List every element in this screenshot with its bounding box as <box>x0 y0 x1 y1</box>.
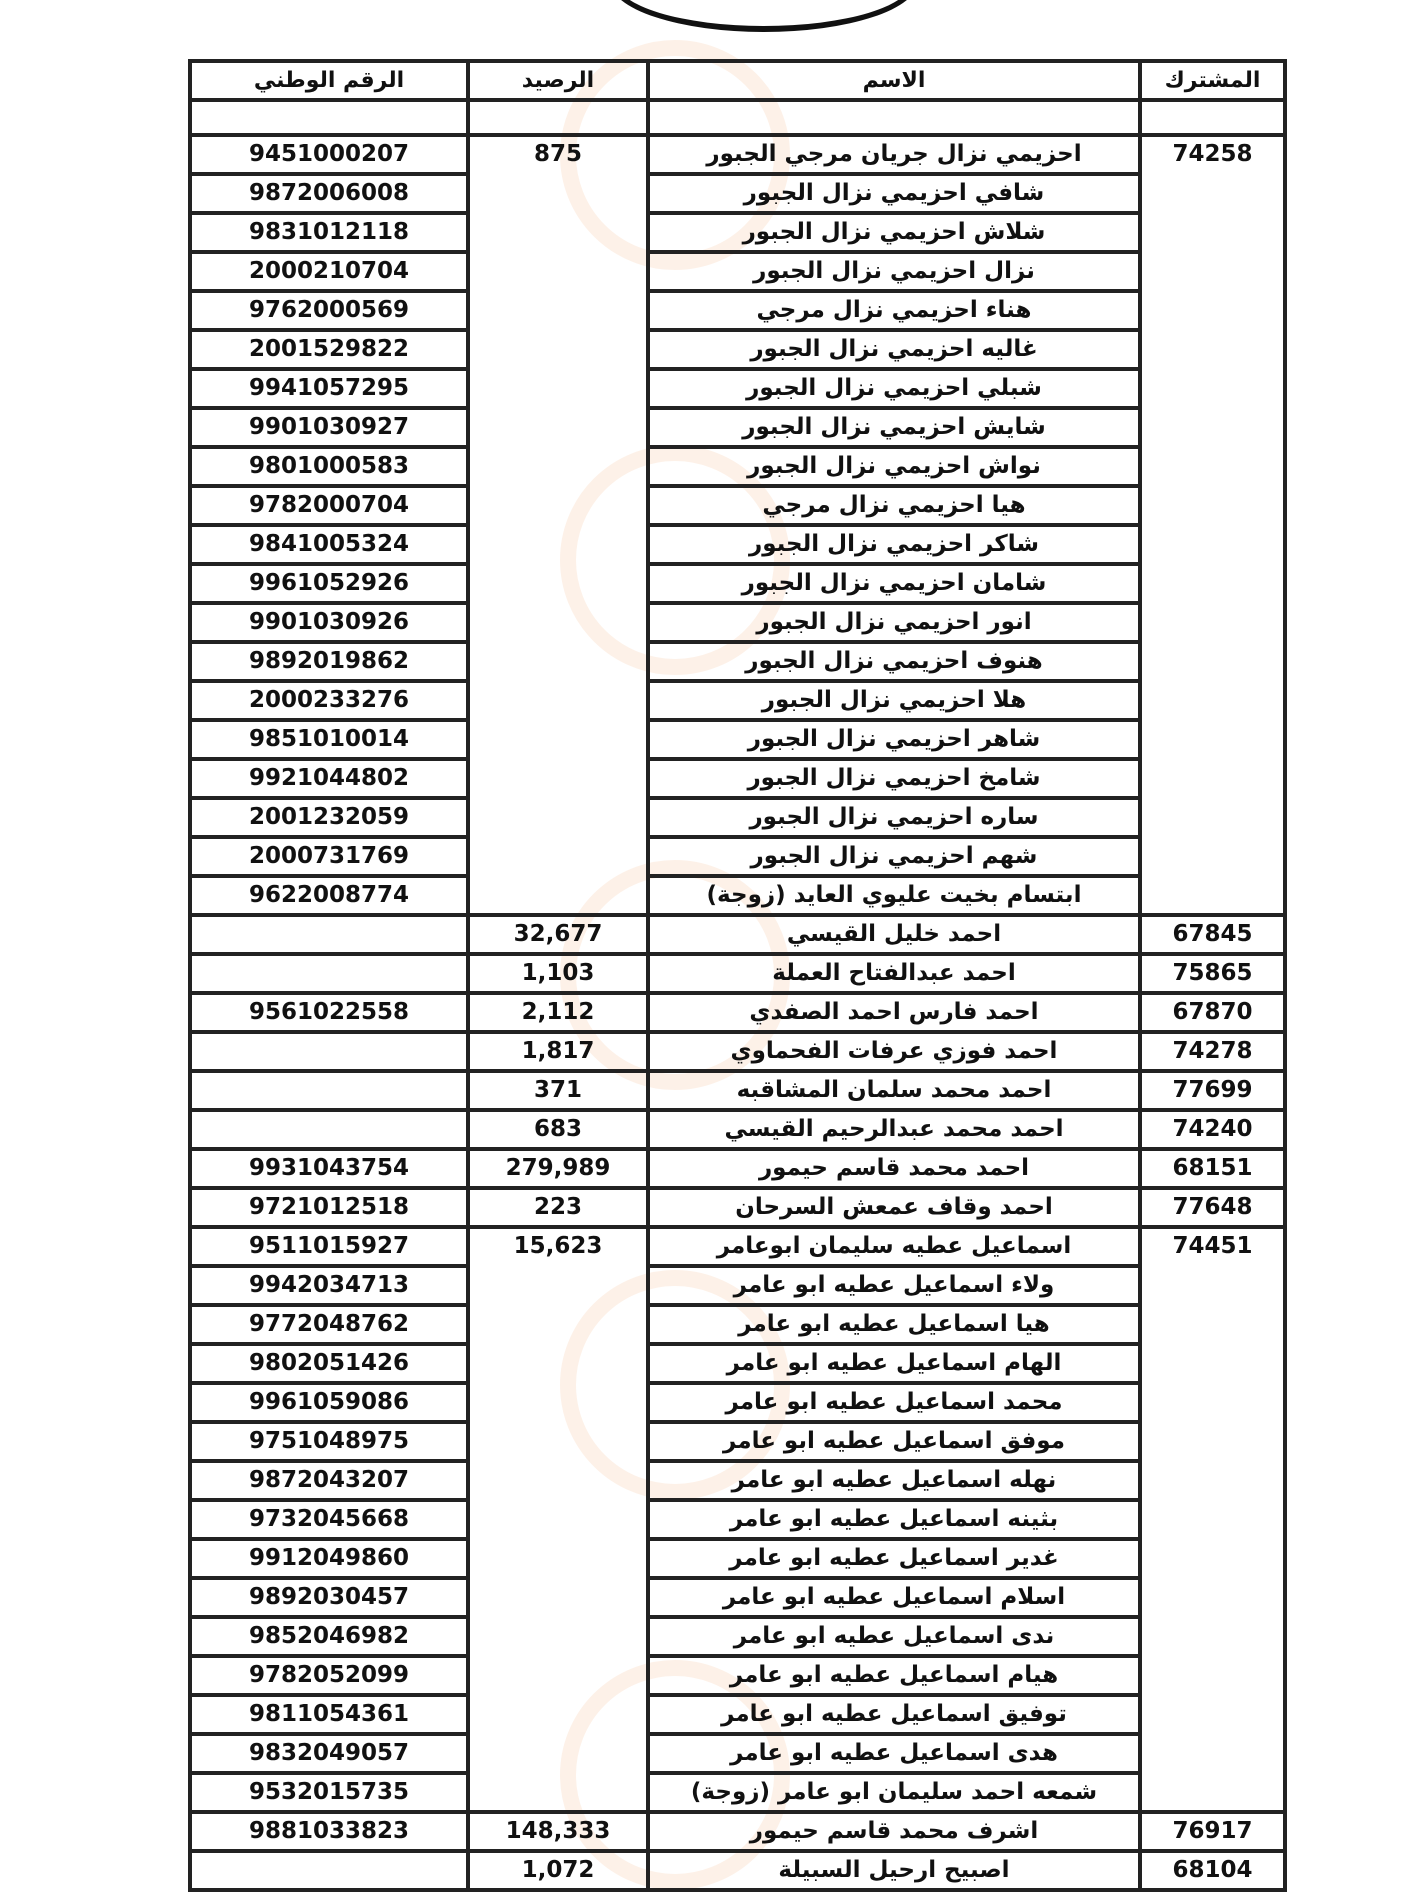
name-cell: شلاش احزيمي نزال الجبور <box>648 213 1140 252</box>
table-row <box>190 369 1285 408</box>
name-cell: احمد محمد قاسم حيمور <box>648 1149 1140 1188</box>
table-row <box>190 1383 1285 1422</box>
name-cell: شايش احزيمي نزال الجبور <box>648 408 1140 447</box>
table-row <box>190 954 1285 993</box>
subscriber-cell: 67870 <box>1140 993 1285 1032</box>
name-cell: اشرف محمد قاسم حيمور <box>648 1812 1140 1851</box>
name-cell: شمعه احمد سليمان ابو عامر (زوجة) <box>648 1773 1140 1812</box>
national-id-cell: 2001529822 <box>190 330 468 369</box>
national-id-cell <box>190 954 468 993</box>
header-oval-shape <box>610 0 918 32</box>
table-row <box>190 135 1285 174</box>
national-id-cell: 9782000704 <box>190 486 468 525</box>
name-cell: الهام اسماعيل عطيه ابو عامر <box>648 1344 1140 1383</box>
balance-cell: 32,677 <box>468 915 648 954</box>
table-row <box>190 447 1285 486</box>
national-id-cell: 9892030457 <box>190 1578 468 1617</box>
name-cell: هدى اسماعيل عطيه ابو عامر <box>648 1734 1140 1773</box>
table-row <box>190 486 1285 525</box>
table-row <box>190 1851 1285 1890</box>
national-id-cell: 9762000569 <box>190 291 468 330</box>
table-row <box>190 291 1285 330</box>
name-cell: هيا اسماعيل عطيه ابو عامر <box>648 1305 1140 1344</box>
table-row <box>190 720 1285 759</box>
name-cell: موفق اسماعيل عطيه ابو عامر <box>648 1422 1140 1461</box>
national-id-cell: 9901030926 <box>190 603 468 642</box>
national-id-cell: 9772048762 <box>190 1305 468 1344</box>
national-id-cell: 9931043754 <box>190 1149 468 1188</box>
table-row <box>190 1539 1285 1578</box>
table-row <box>190 1695 1285 1734</box>
subscriber-cell: 77699 <box>1140 1071 1285 1110</box>
national-id-cell: 9802051426 <box>190 1344 468 1383</box>
national-id-cell: 9881033823 <box>190 1812 468 1851</box>
balance-cell: 279,989 <box>468 1149 648 1188</box>
national-id-cell <box>190 915 468 954</box>
name-cell: هيام اسماعيل عطيه ابو عامر <box>648 1656 1140 1695</box>
table-row <box>190 1032 1285 1071</box>
table-row <box>190 252 1285 291</box>
table-row <box>190 330 1285 369</box>
balance-cell: 1,103 <box>468 954 648 993</box>
subscriber-cell: 67845 <box>1140 915 1285 954</box>
name-cell: شهم احزيمي نزال الجبور <box>648 837 1140 876</box>
national-id-cell: 9872006008 <box>190 174 468 213</box>
subscriber-cell: 76917 <box>1140 1812 1285 1851</box>
national-id-cell: 9782052099 <box>190 1656 468 1695</box>
national-id-cell: 9912049860 <box>190 1539 468 1578</box>
name-cell: احمد وقاف عمعش السرحان <box>648 1188 1140 1227</box>
table-row <box>190 1734 1285 1773</box>
table-row <box>190 213 1285 252</box>
balance-cell: 1,072 <box>468 1851 648 1890</box>
table-row <box>190 174 1285 213</box>
national-id-cell: 9511015927 <box>190 1227 468 1266</box>
national-id-cell: 9892019862 <box>190 642 468 681</box>
national-id-cell: 9622008774 <box>190 876 468 915</box>
table-row <box>190 1071 1285 1110</box>
table-row <box>190 1266 1285 1305</box>
name-cell: محمد اسماعيل عطيه ابو عامر <box>648 1383 1140 1422</box>
name-cell: اصبيح ارحيل السبيلة <box>648 1851 1140 1890</box>
table-row <box>190 1578 1285 1617</box>
national-id-cell: 9901030927 <box>190 408 468 447</box>
name-cell: غدير اسماعيل عطيه ابو عامر <box>648 1539 1140 1578</box>
name-cell: هناء احزيمي نزال مرجي <box>648 291 1140 330</box>
name-cell: غاليه احزيمي نزال الجبور <box>648 330 1140 369</box>
name-cell: احمد عبدالفتاح العملة <box>648 954 1140 993</box>
national-id-cell: 9532015735 <box>190 1773 468 1812</box>
table-row <box>190 1149 1285 1188</box>
national-id-cell: 9852046982 <box>190 1617 468 1656</box>
name-cell: احمد محمد سلمان المشاقبه <box>648 1071 1140 1110</box>
name-cell: احمد خليل القيسي <box>648 915 1140 954</box>
subscriber-cell: 74240 <box>1140 1110 1285 1149</box>
table-row <box>190 1344 1285 1383</box>
balance-cell: 875 <box>468 135 648 915</box>
balance-cell: 15,623 <box>468 1227 648 1812</box>
table-row <box>190 564 1285 603</box>
table-row <box>190 1227 1285 1266</box>
national-id-cell <box>190 1851 468 1890</box>
table-row <box>190 1461 1285 1500</box>
national-id-cell <box>190 1071 468 1110</box>
national-id-cell: 2000210704 <box>190 252 468 291</box>
table-row <box>190 1500 1285 1539</box>
register-body <box>190 100 1285 1890</box>
national-id-cell: 9751048975 <box>190 1422 468 1461</box>
table-row <box>190 876 1285 915</box>
table-row <box>190 1188 1285 1227</box>
name-cell: اسماعيل عطيه سليمان ابوعامر <box>648 1227 1140 1266</box>
national-id-cell: 2000233276 <box>190 681 468 720</box>
name-cell: نزال احزيمي نزال الجبور <box>648 252 1140 291</box>
national-id-cell <box>190 1110 468 1149</box>
name-cell: شبلي احزيمي نزال الجبور <box>648 369 1140 408</box>
name-cell: ابتسام بخيت عليوي العايد (زوجة) <box>648 876 1140 915</box>
blank-row <box>190 100 1285 135</box>
table-row <box>190 681 1285 720</box>
national-id-cell: 9961059086 <box>190 1383 468 1422</box>
name-cell: انور احزيمي نزال الجبور <box>648 603 1140 642</box>
national-id-cell <box>190 1032 468 1071</box>
balance-cell: 683 <box>468 1110 648 1149</box>
header-subscriber: المشترك <box>1140 61 1285 100</box>
name-cell: نهله اسماعيل عطيه ابو عامر <box>648 1461 1140 1500</box>
header-national-id: الرقم الوطني <box>190 61 468 100</box>
balance-cell: 371 <box>468 1071 648 1110</box>
header-row <box>190 61 1285 100</box>
header-balance: الرصيد <box>468 61 648 100</box>
name-cell: ولاء اسماعيل عطيه ابو عامر <box>648 1266 1140 1305</box>
name-cell: شاكر احزيمي نزال الجبور <box>648 525 1140 564</box>
subscriber-cell: 74258 <box>1140 135 1285 915</box>
name-cell: هيا احزيمي نزال مرجي <box>648 486 1140 525</box>
table-row <box>190 408 1285 447</box>
national-id-cell: 9841005324 <box>190 525 468 564</box>
national-id-cell: 9721012518 <box>190 1188 468 1227</box>
name-cell: احمد فارس احمد الصفدي <box>648 993 1140 1032</box>
name-cell: اسلام اسماعيل عطيه ابو عامر <box>648 1578 1140 1617</box>
table-row <box>190 1617 1285 1656</box>
national-id-cell: 9801000583 <box>190 447 468 486</box>
name-cell: احمد فوزي عرفات الفحماوي <box>648 1032 1140 1071</box>
table-row <box>190 525 1285 564</box>
national-id-cell: 9831012118 <box>190 213 468 252</box>
name-cell: احمد محمد عبدالرحيم القيسي <box>648 1110 1140 1149</box>
table-row <box>190 1305 1285 1344</box>
table-row <box>190 759 1285 798</box>
table-row <box>190 642 1285 681</box>
table-row <box>190 915 1285 954</box>
subscriber-cell: 77648 <box>1140 1188 1285 1227</box>
national-id-cell: 2001232059 <box>190 798 468 837</box>
name-cell: هلا احزيمي نزال الجبور <box>648 681 1140 720</box>
name-cell: ساره احزيمي نزال الجبور <box>648 798 1140 837</box>
national-id-cell: 9872043207 <box>190 1461 468 1500</box>
table-row <box>190 1773 1285 1812</box>
national-id-cell: 9832049057 <box>190 1734 468 1773</box>
national-id-cell: 9942034713 <box>190 1266 468 1305</box>
subscriber-register-table <box>188 59 1287 1892</box>
name-cell: نواش احزيمي نزال الجبور <box>648 447 1140 486</box>
name-cell: بثينه اسماعيل عطيه ابو عامر <box>648 1500 1140 1539</box>
national-id-cell: 9941057295 <box>190 369 468 408</box>
national-id-cell: 2000731769 <box>190 837 468 876</box>
table-row <box>190 798 1285 837</box>
subscriber-cell: 74451 <box>1140 1227 1285 1812</box>
table-row <box>190 1110 1285 1149</box>
national-id-cell: 9732045668 <box>190 1500 468 1539</box>
subscriber-cell: 68151 <box>1140 1149 1285 1188</box>
national-id-cell: 9451000207 <box>190 135 468 174</box>
name-cell: ندى اسماعيل عطيه ابو عامر <box>648 1617 1140 1656</box>
national-id-cell: 9851010014 <box>190 720 468 759</box>
name-cell: شامان احزيمي نزال الجبور <box>648 564 1140 603</box>
balance-cell: 223 <box>468 1188 648 1227</box>
name-cell: احزيمي نزال جريان مرجي الجبور <box>648 135 1140 174</box>
subscriber-cell: 74278 <box>1140 1032 1285 1071</box>
table-row <box>190 837 1285 876</box>
table-row <box>190 1422 1285 1461</box>
balance-cell: 1,817 <box>468 1032 648 1071</box>
table-row <box>190 1656 1285 1695</box>
subscriber-cell: 75865 <box>1140 954 1285 993</box>
name-cell: هنوف احزيمي نزال الجبور <box>648 642 1140 681</box>
table-row <box>190 1812 1285 1851</box>
name-cell: شاهر احزيمي نزال الجبور <box>648 720 1140 759</box>
name-cell: توفيق اسماعيل عطيه ابو عامر <box>648 1695 1140 1734</box>
name-cell: شافي احزيمي نزال الجبور <box>648 174 1140 213</box>
national-id-cell: 9811054361 <box>190 1695 468 1734</box>
national-id-cell: 9921044802 <box>190 759 468 798</box>
name-cell: شامخ احزيمي نزال الجبور <box>648 759 1140 798</box>
table-row <box>190 603 1285 642</box>
national-id-cell: 9561022558 <box>190 993 468 1032</box>
balance-cell: 148,333 <box>468 1812 648 1851</box>
national-id-cell: 9961052926 <box>190 564 468 603</box>
balance-cell: 2,112 <box>468 993 648 1032</box>
header-name: الاسم <box>648 61 1140 100</box>
subscriber-cell: 68104 <box>1140 1851 1285 1890</box>
table-row <box>190 993 1285 1032</box>
